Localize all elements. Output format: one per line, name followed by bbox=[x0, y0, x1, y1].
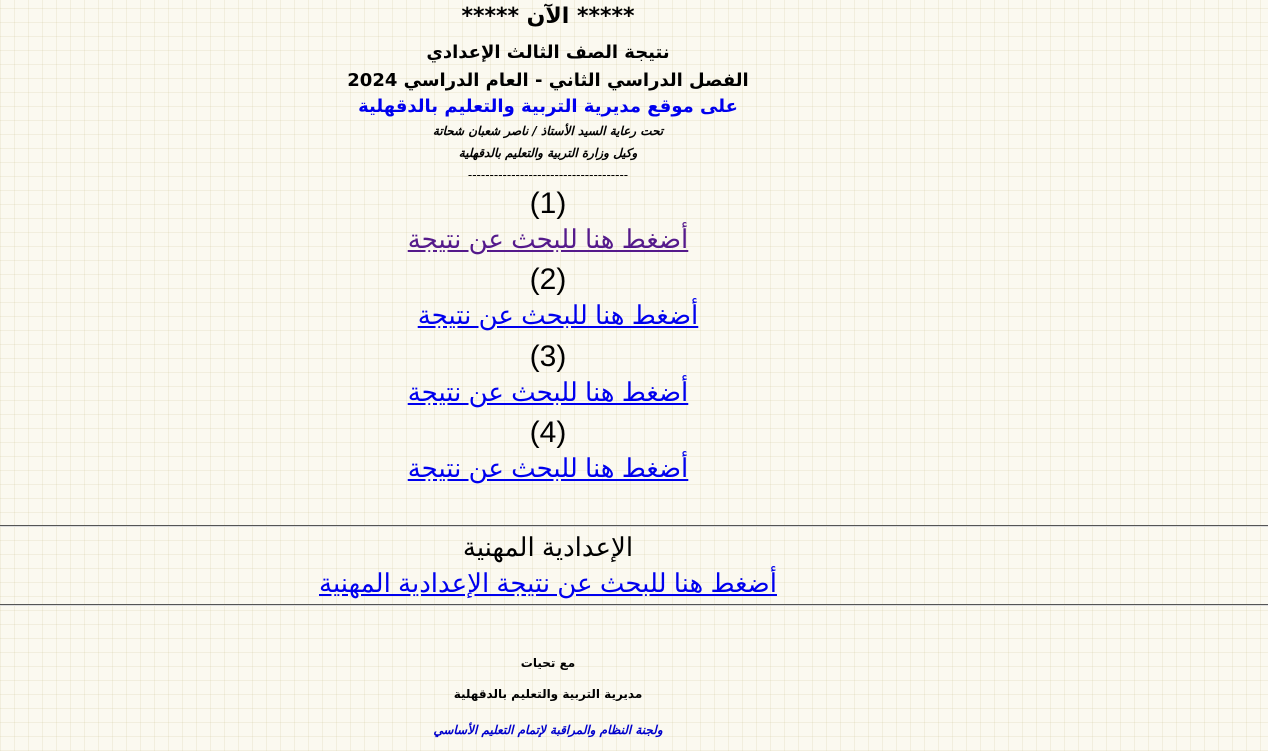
search-link-1-text[interactable]: أضغط هنا للبحث عن نتيجة bbox=[407, 224, 689, 254]
dashed-separator: ------------------------------------- bbox=[467, 168, 629, 182]
search-link-3[interactable] bbox=[0, 375, 1096, 409]
horizontal-rule-bottom bbox=[0, 604, 1268, 606]
search-link-4-text[interactable]: أضغط هنا للبحث عن نتيجة bbox=[407, 453, 689, 483]
now-stars-heading: ***** الآن ***** bbox=[461, 4, 635, 29]
site-subtitle: على موقع مديرية التربية والتعليم بالدقهلية bbox=[358, 96, 738, 117]
search-link-1[interactable] bbox=[0, 222, 1096, 256]
search-number-4: (4) bbox=[529, 416, 567, 449]
search-link-3-text[interactable]: أضغط هنا للبحث عن نتيجة bbox=[407, 377, 689, 407]
deputy-line: وكيل وزارة التربية والتعليم بالدقهلية bbox=[458, 146, 638, 160]
search-number-3: (3) bbox=[529, 340, 567, 373]
patron-line: تحت رعاية السيد الأستاذ / ناصر شعبان شحاتة bbox=[432, 124, 664, 138]
search-number-1: (1) bbox=[529, 187, 567, 220]
horizontal-rule-top bbox=[0, 525, 1268, 527]
search-link-2[interactable] bbox=[10, 298, 1106, 332]
term-subtitle: الفصل الدراسي الثاني - العام الدراسي 2024 bbox=[347, 70, 749, 91]
page-title: نتيجة الصف الثالث الإعدادي bbox=[426, 42, 670, 63]
footer-committee: ولجنة النظام والمراقبة لإتمام التعليم الأساسي bbox=[433, 723, 663, 737]
footer-directorate: مديرية التربية والتعليم بالدقهلية bbox=[453, 687, 643, 701]
footer-greeting: مع تحيات bbox=[520, 656, 576, 670]
search-link-2-text[interactable]: أضغط هنا للبحث عن نتيجة bbox=[417, 300, 699, 330]
vocational-heading: الإعدادية المهنية bbox=[462, 532, 634, 562]
search-number-2: (2) bbox=[529, 263, 567, 296]
vocational-search-link[interactable]: أضغط هنا للبحث عن نتيجة الإعدادية المهنية bbox=[319, 568, 777, 598]
search-link-4[interactable] bbox=[0, 451, 1096, 485]
